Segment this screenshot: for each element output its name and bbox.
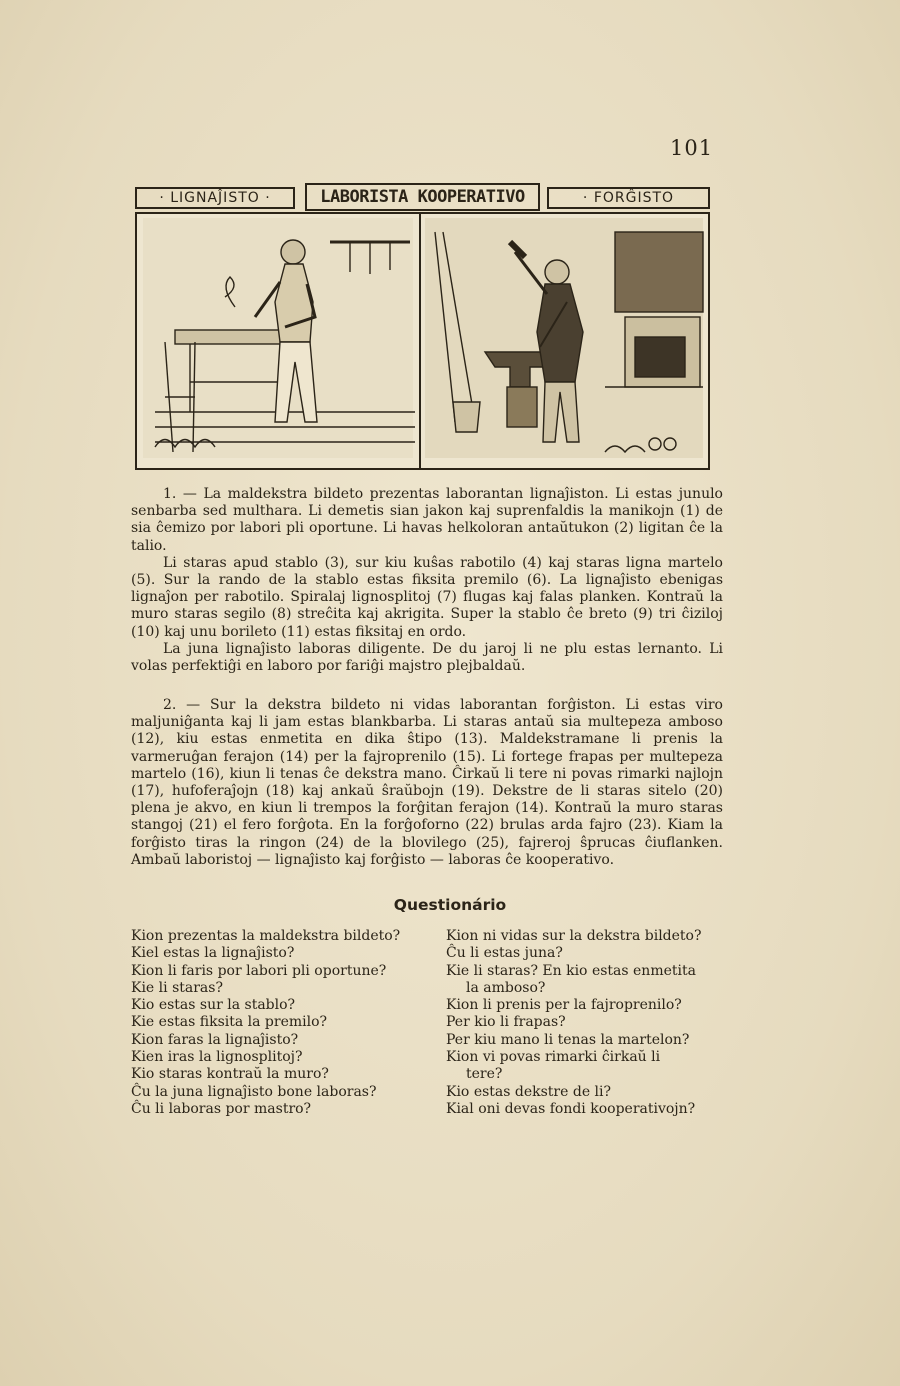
question: Kie li staras? — [131, 979, 223, 996]
question: Kie li staras? En kio estas enmetita — [446, 962, 696, 979]
illustration-panels — [135, 212, 710, 470]
questions-right-column — [446, 928, 701, 1118]
paragraph-3: La juna lignaĵisto laboras diligente. De du jaroj li ne plu estas lernanto. Li volas perfektiĝi en laboro por fariĝi majstro plejbaldaŭ. — [131, 640, 723, 675]
questions-left-column — [131, 928, 400, 1118]
paragraph-carpenter — [131, 486, 723, 675]
question: Per kiu mano li tenas la martelon? — [446, 1031, 690, 1048]
paragraph-blacksmith — [131, 697, 723, 869]
questionnaire-title: Questionário — [393, 896, 507, 914]
question-continuation: la amboso? — [466, 979, 546, 996]
question: Kien iras la lignosplitoj? — [131, 1049, 303, 1066]
page-number: 101 — [670, 136, 714, 160]
question-continuation: tere? — [466, 1066, 503, 1083]
question: Kiel estas la lignaĵisto? — [131, 945, 295, 962]
blacksmith-scene — [425, 218, 703, 458]
paragraph-2: Li staras apud stablo (3), sur kiu kuŝas rabotilo (4) kaj staras ligna martelo (5). Sur la rando de la stablo estas fiksita premilo (6). La lignaĵisto ebenigas lignaĵon per rabotilo. Spiralaj lignosplitoj (7) flugas kaj falas planken. Kontraŭ la muro staras segilo (8) streĉita kaj akrigita. Super la stablo ĉe breto (9) tri ĉiziloj (10) kaj unu borileto (11) estas fiksitaj en ordo. — [131, 554, 723, 640]
illustration-header — [135, 183, 710, 211]
question: Ĉu li laboras por mastro? — [131, 1100, 312, 1117]
question: Kio estas dekstre de li? — [446, 1083, 612, 1100]
question: Kion li faris por labori pli oportune? — [131, 962, 387, 979]
question: Kion ni vidas sur la dekstra bildeto? — [446, 928, 702, 944]
question: Kion prezentas la maldekstra bildeto? — [131, 928, 401, 944]
header-right-label: · FORĜISTO — [547, 187, 710, 209]
question: Ĉu la juna lignaĵisto bone laboras? — [131, 1083, 377, 1100]
paragraph-4: 2. — Sur la dekstra bildeto ni vidas laborantan forĝiston. Li estas viro maljuniĝanta kaj li jam estas blankbarba. Li staras antaŭ sia multepeza amboso (12), kiu estas enmetita en dika ŝtipo (13). Maldekstramane li prenis la varmeruĝan ferajon (14) per la fajroprenilo (15). Li fortege frapas per multepeza martelo (16), kiun li tenas ĉe dekstra mano. Ĉirkaŭ li tere ni povas rimarki najlojn (17), hufoferaĵojn (18) kaj ankaŭ ŝraŭbojn (19). Dekstre de li staras sitelo (20) plena je akvo, en kiun li trempos la forĝitan ferajon (14). Kontraŭ la muro staras stangoj (21) el fero forĝota. En la forĝoforno (22) brulas arda fajro (23). Kiam la forĝisto tiras la ringon (24) de la blovilego (25), fajreroj ŝprucas ĉiuflanken. Ambaŭ laboristoj — lignaĵisto kaj forĝisto — laboras ĉe kooperativo. — [131, 697, 723, 868]
question: Kion faras la lignaĵisto? — [131, 1031, 299, 1048]
question: Kion vi povas rimarki ĉirkaŭ li — [446, 1049, 661, 1066]
header-left-label: · LIGNAĴISTO · — [135, 187, 295, 209]
question: Kie estas fiksita la premilo? — [131, 1014, 328, 1031]
header-title: LABORISTA KOOPERATIVO — [305, 183, 540, 211]
question: Per kio li frapas? — [446, 1014, 566, 1031]
question: Kion li prenis per la fajroprenilo? — [446, 997, 682, 1014]
engraving-illustration — [135, 212, 710, 470]
question: Kial oni devas fondi kooperativojn? — [446, 1100, 696, 1117]
carpenter-scene — [143, 218, 415, 458]
question: Kio estas sur la stablo? — [131, 997, 296, 1014]
question: Kio staras kontraŭ la muro? — [131, 1066, 329, 1083]
question: Ĉu li estas juna? — [446, 945, 563, 962]
paragraph-1: 1. — La maldekstra bildeto prezentas laborantan lignaĵiston. Li estas junulo senbarba sed multhara. Li demetis sian jakon kaj suprenfaldis la manikojn (1) de sia ĉemizo por labori pli oportune. Li havas helkoloran antaŭtukon (2) ligitan ĉe la talio. — [131, 486, 723, 554]
